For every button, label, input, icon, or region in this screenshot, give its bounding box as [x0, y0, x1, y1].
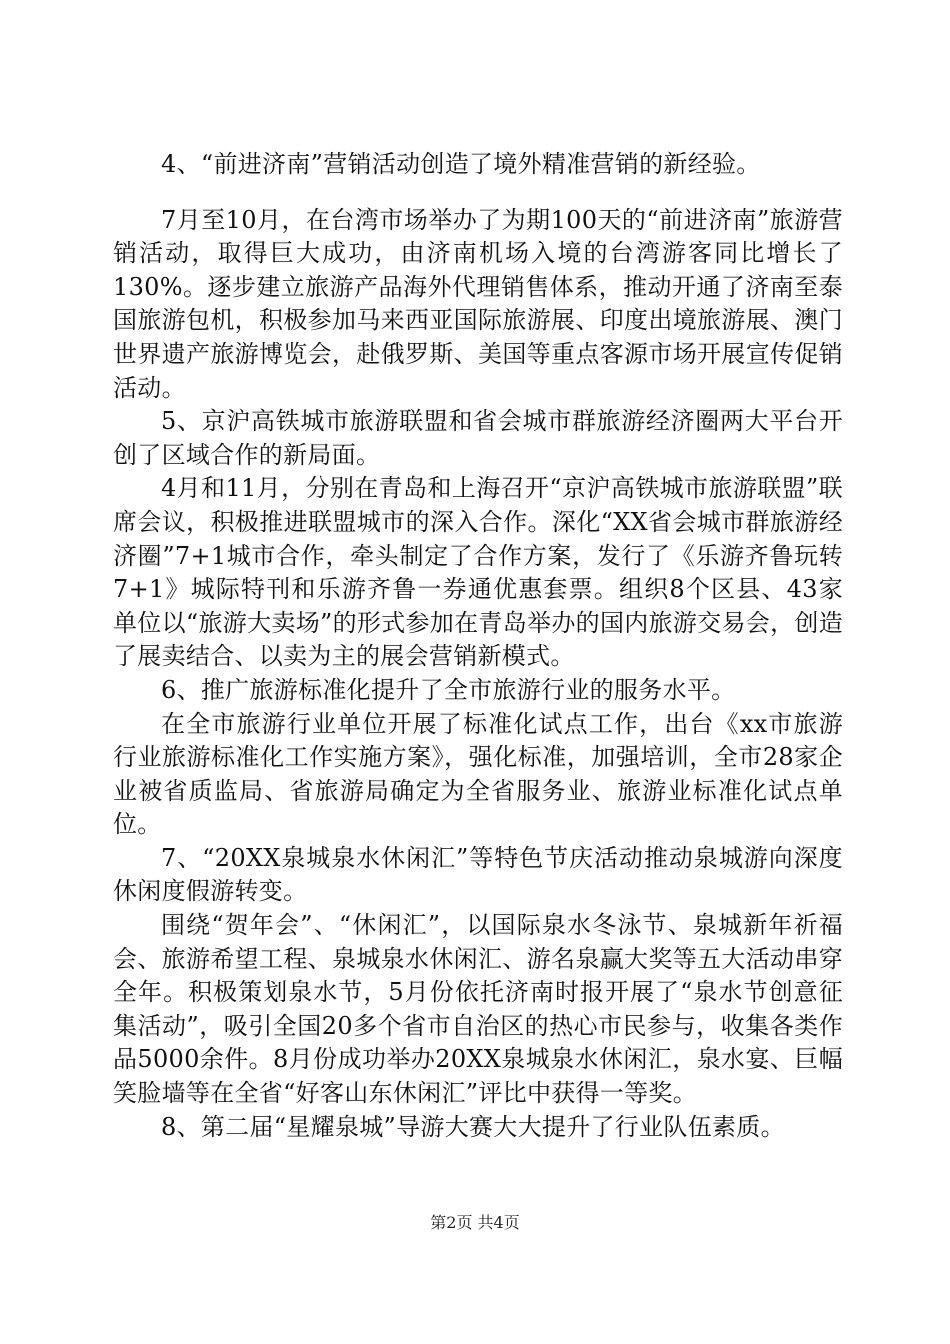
- paragraph: 在全市旅游行业单位开展了标准化试点工作，出台《xx市旅游行业旅游标准化工作实施方案》，强化标准，加强培训，全市28家企业被省质监局、省旅游局确定为全省服务业、旅游业标准化试点单位。: [113, 709, 843, 839]
- section-heading-8: 8、第二届“星耀泉城”导游大赛大大提升了行业队伍素质。: [161, 1112, 785, 1141]
- section-heading-6: 6、推广旅游标准化提升了全市旅游行业的服务水平。: [161, 675, 736, 704]
- page-number-footer: 第2页 共4页: [430, 1213, 520, 1232]
- section-heading-4: 4、“前进济南”营销活动创造了境外精准营销的新经验。: [161, 150, 761, 178]
- paragraph: 4月和11月，分别在青岛和上海召开“京沪高铁城市旅游联盟”联席会议，积极推进联盟城市的深入合作。深化“XX省会城市群旅游经济圈”7+1城市合作，牵头制定了合作方案，发行了《乐游齐鲁玩转7+1》城际特刊和乐游齐鲁一券通优惠套票。组织8个区县、43家单位以“旅游大卖场”的形式参加在青岛举办的国内旅游交易会，创造了展卖结合、以卖为主的展会营销新模式。: [113, 474, 843, 671]
- section-heading-5: 5、京沪高铁城市旅游联盟和省会城市群旅游经济圈两大平台开创了区域合作的新局面。: [113, 407, 843, 469]
- paragraph: 7月至10月，在台湾市场举办了为期100天的“前进济南”旅游营销活动，取得巨大成功，由济南机场入境的台湾游客同比增长了130%。逐步建立旅游产品海外代理销售体系，推动开通了济南至泰国旅游包机，积极参加马来西亚国际旅游展、印度出境旅游展、澳门世界遗产旅游博览会，赴俄罗斯、美国等重点客源市场开展宣传促销活动。: [113, 205, 843, 402]
- paragraph: 围绕“贺年会”、“休闲汇”，以国际泉水冬泳节、泉城新年祈福会、旅游希望工程、泉城泉水休闲汇、游名泉赢大奖等五大活动串穿全年。积极策划泉水节，5月份依托济南时报开展了“泉水节创意征集活动”，吸引全国20多个省市自治区的热心市民参与，收集各类作品5000余件。8月份成功举办20XX泉城泉水休闲汇，泉水宴、巨幅笑脸墙等在全省“好客山东休闲汇”评比中获得一等奖。: [113, 911, 843, 1108]
- document-body: [113, 148, 843, 1144]
- section-heading-7: 7、“20XX泉城泉水休闲汇”等特色节庆活动推动泉城游向深度休闲度假游转变。: [113, 843, 843, 906]
